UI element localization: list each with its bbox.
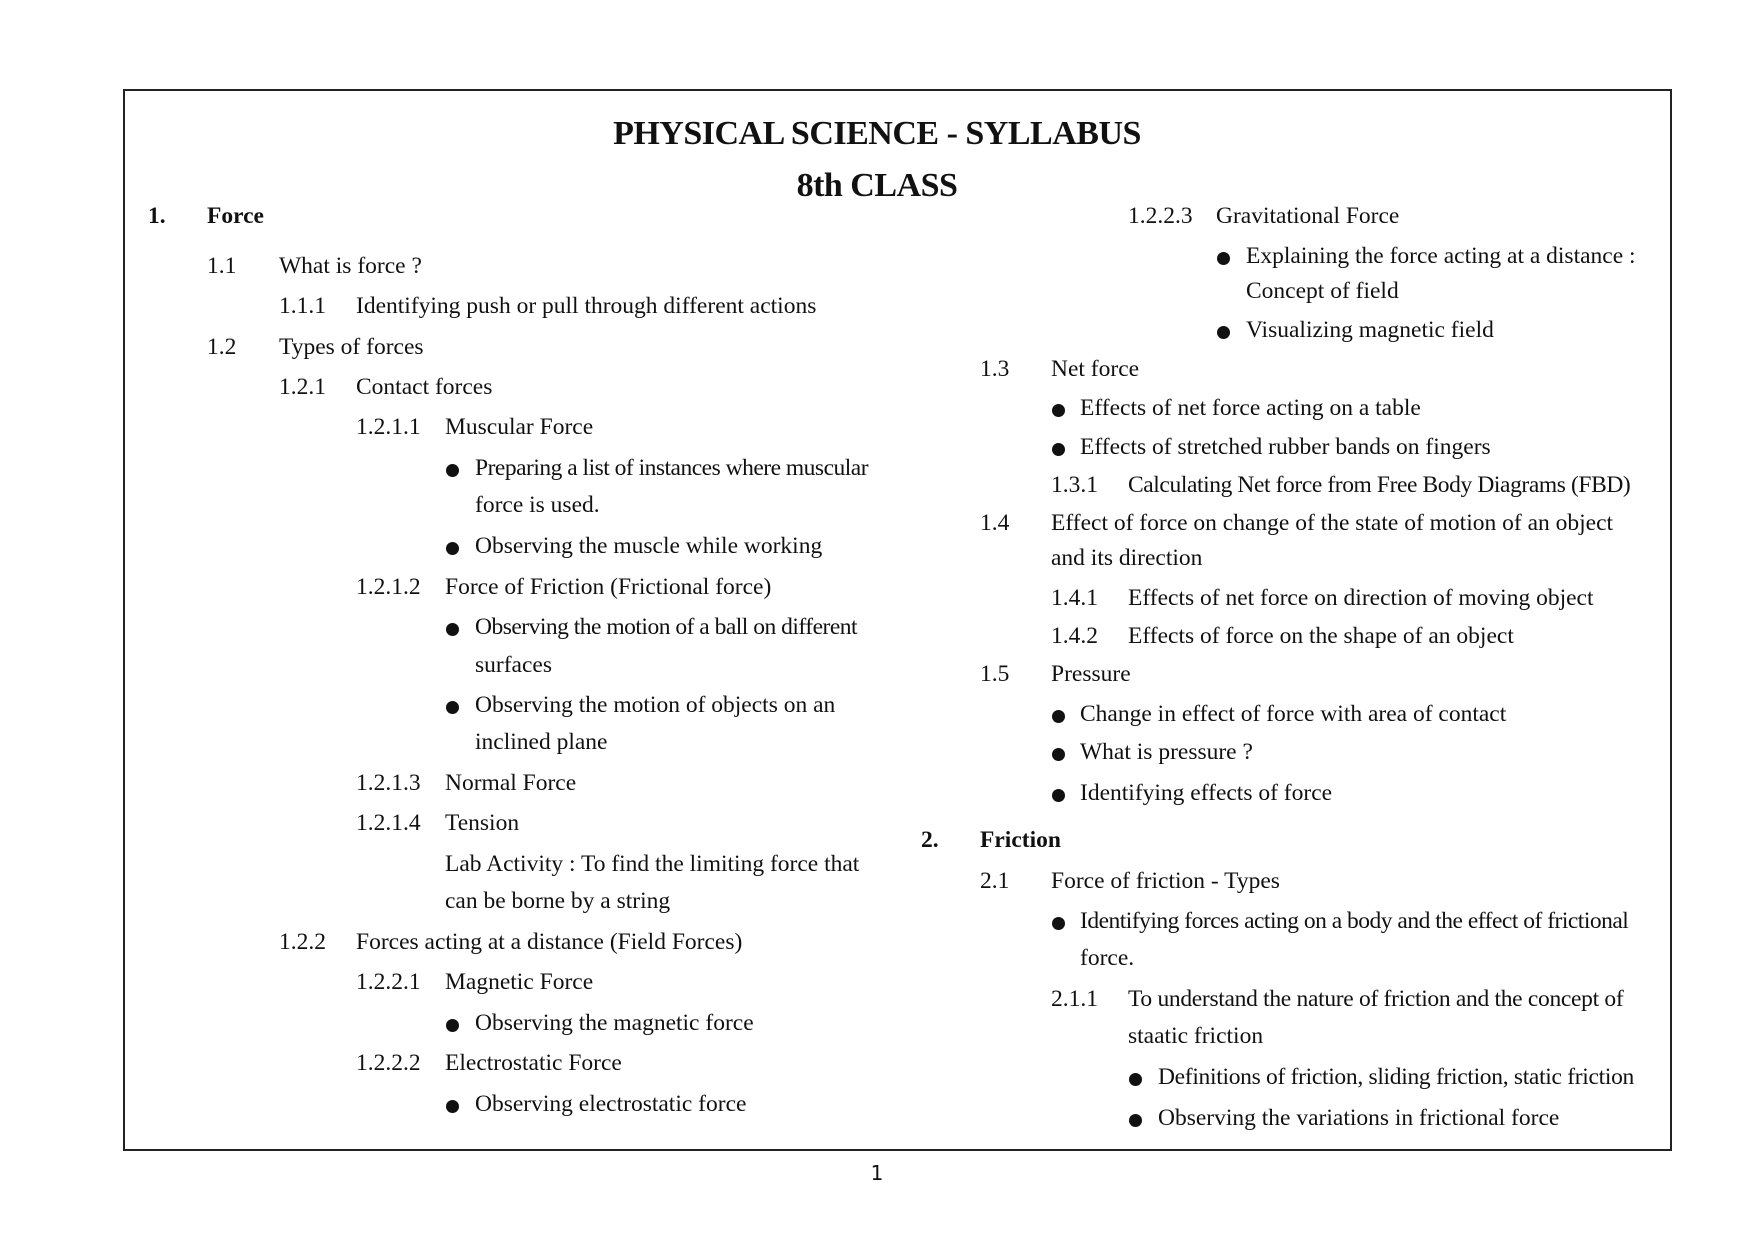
bullet-text: inclined plane xyxy=(475,729,608,755)
item-title: Contact forces xyxy=(356,374,493,400)
bullet-icon xyxy=(446,542,459,555)
item-title: Gravitational Force xyxy=(1216,203,1400,229)
bullet-icon xyxy=(446,1100,459,1113)
bullet-text: Definitions of friction, sliding friction, static friction xyxy=(1158,1064,1634,1090)
bullet-icon xyxy=(1129,1114,1142,1127)
bullet-icon xyxy=(1052,404,1065,417)
item-number: 1.4 xyxy=(980,510,1010,536)
section-title-force: Force xyxy=(207,203,264,229)
bullet-icon xyxy=(1217,326,1230,339)
item-title: Effect of force on change of the state of motion of an object xyxy=(1051,510,1614,536)
bullet-icon xyxy=(446,464,459,477)
item-number: 1.2.1 xyxy=(279,374,326,400)
bullet-icon xyxy=(446,1019,459,1032)
item-title: Force of friction - Types xyxy=(1051,868,1280,894)
item-number: 1.2.1.2 xyxy=(356,574,421,600)
item-title: Net force xyxy=(1051,356,1140,382)
item-number: 1.2 xyxy=(207,334,237,360)
item-title: Normal Force xyxy=(445,770,577,796)
item-title: Effects of force on the shape of an object xyxy=(1128,623,1514,649)
item-number: 2.1.1 xyxy=(1051,986,1098,1012)
bullet-text: force. xyxy=(1080,945,1135,971)
lab-activity-text: Lab Activity : To find the limiting force that xyxy=(445,851,860,877)
bullet-icon xyxy=(1052,710,1065,723)
item-title: Tension xyxy=(445,810,520,836)
item-title: Calculating Net force from Free Body Diagrams (FBD) xyxy=(1128,472,1631,498)
item-title: Types of forces xyxy=(279,334,424,360)
bullet-icon xyxy=(446,623,459,636)
bullet-text: What is pressure ? xyxy=(1080,739,1253,765)
page-number: 1 xyxy=(870,1161,884,1185)
bullet-icon xyxy=(1052,917,1065,930)
item-title: Effects of net force on direction of moving object xyxy=(1128,585,1594,611)
item-number: 1.4.2 xyxy=(1051,623,1098,649)
item-number: 1.2.2.2 xyxy=(356,1050,421,1076)
bullet-text: Observing the muscle while working xyxy=(475,533,823,559)
item-title: Force of Friction (Frictional force) xyxy=(445,574,772,600)
bullet-text: Observing the motion of objects on an xyxy=(475,692,836,718)
item-title: Identifying push or pull through different actions xyxy=(356,293,817,319)
bullet-text: Identifying forces acting on a body and the effect of frictional xyxy=(1080,908,1629,934)
item-number: 1.4.1 xyxy=(1051,585,1098,611)
bullet-icon xyxy=(1129,1073,1142,1086)
item-number: 1.1.1 xyxy=(279,293,326,319)
bullet-icon xyxy=(1217,252,1230,265)
item-title: Electrostatic Force xyxy=(445,1050,622,1076)
item-title: staatic friction xyxy=(1128,1023,1264,1049)
item-number: 2.1 xyxy=(980,868,1010,894)
bullet-text: Observing the motion of a ball on different xyxy=(475,614,858,640)
item-title: Magnetic Force xyxy=(445,969,594,995)
bullet-text: Observing electrostatic force xyxy=(475,1091,747,1117)
bullet-text: Preparing a list of instances where muscular xyxy=(475,455,869,481)
bullet-text: force is used. xyxy=(475,492,600,518)
bullet-text: Concept of field xyxy=(1246,278,1399,304)
bullet-icon xyxy=(1052,443,1065,456)
item-number: 1.2.1.4 xyxy=(356,810,421,836)
bullet-icon xyxy=(1052,789,1065,802)
page-subtitle: 8th CLASS xyxy=(796,167,958,204)
bullet-text: Observing the variations in frictional force xyxy=(1158,1105,1560,1131)
item-title: and its direction xyxy=(1051,545,1203,571)
item-number: 1.3 xyxy=(980,356,1010,382)
bullet-text: Identifying effects of force xyxy=(1080,780,1333,806)
item-title: Muscular Force xyxy=(445,414,594,440)
bullet-text: Change in effect of force with area of contact xyxy=(1080,701,1507,727)
item-title: Forces acting at a distance (Field Forces) xyxy=(356,929,743,955)
section-title-friction: Friction xyxy=(980,827,1061,853)
item-number: 1.2.2.1 xyxy=(356,969,421,995)
lab-activity-text: can be borne by a string xyxy=(445,888,671,914)
item-number: 1.3.1 xyxy=(1051,472,1098,498)
section-number: 2. xyxy=(921,827,939,853)
page-title: PHYSICAL SCIENCE - SYLLABUS xyxy=(613,115,1141,152)
item-number: 1.2.1.1 xyxy=(356,414,421,440)
bullet-text: Visualizing magnetic field xyxy=(1246,317,1494,343)
bullet-text: Observing the magnetic force xyxy=(475,1010,754,1036)
item-number: 1.2.2 xyxy=(279,929,326,955)
bullet-text: Effects of net force acting on a table xyxy=(1080,395,1421,421)
item-number: 1.1 xyxy=(207,253,237,279)
bullet-icon xyxy=(446,701,459,714)
item-number: 1.2.2.3 xyxy=(1128,203,1193,229)
section-number: 1. xyxy=(148,203,166,229)
bullet-icon xyxy=(1052,748,1065,761)
item-title: What is force ? xyxy=(279,253,422,279)
item-title: Pressure xyxy=(1051,661,1131,687)
bullet-text: Explaining the force acting at a distance : xyxy=(1246,243,1636,269)
item-number: 1.2.1.3 xyxy=(356,770,421,796)
item-number: 1.5 xyxy=(980,661,1010,687)
item-title: To understand the nature of friction and the concept of xyxy=(1128,986,1624,1012)
bullet-text: Effects of stretched rubber bands on fingers xyxy=(1080,434,1491,460)
bullet-text: surfaces xyxy=(475,652,552,678)
